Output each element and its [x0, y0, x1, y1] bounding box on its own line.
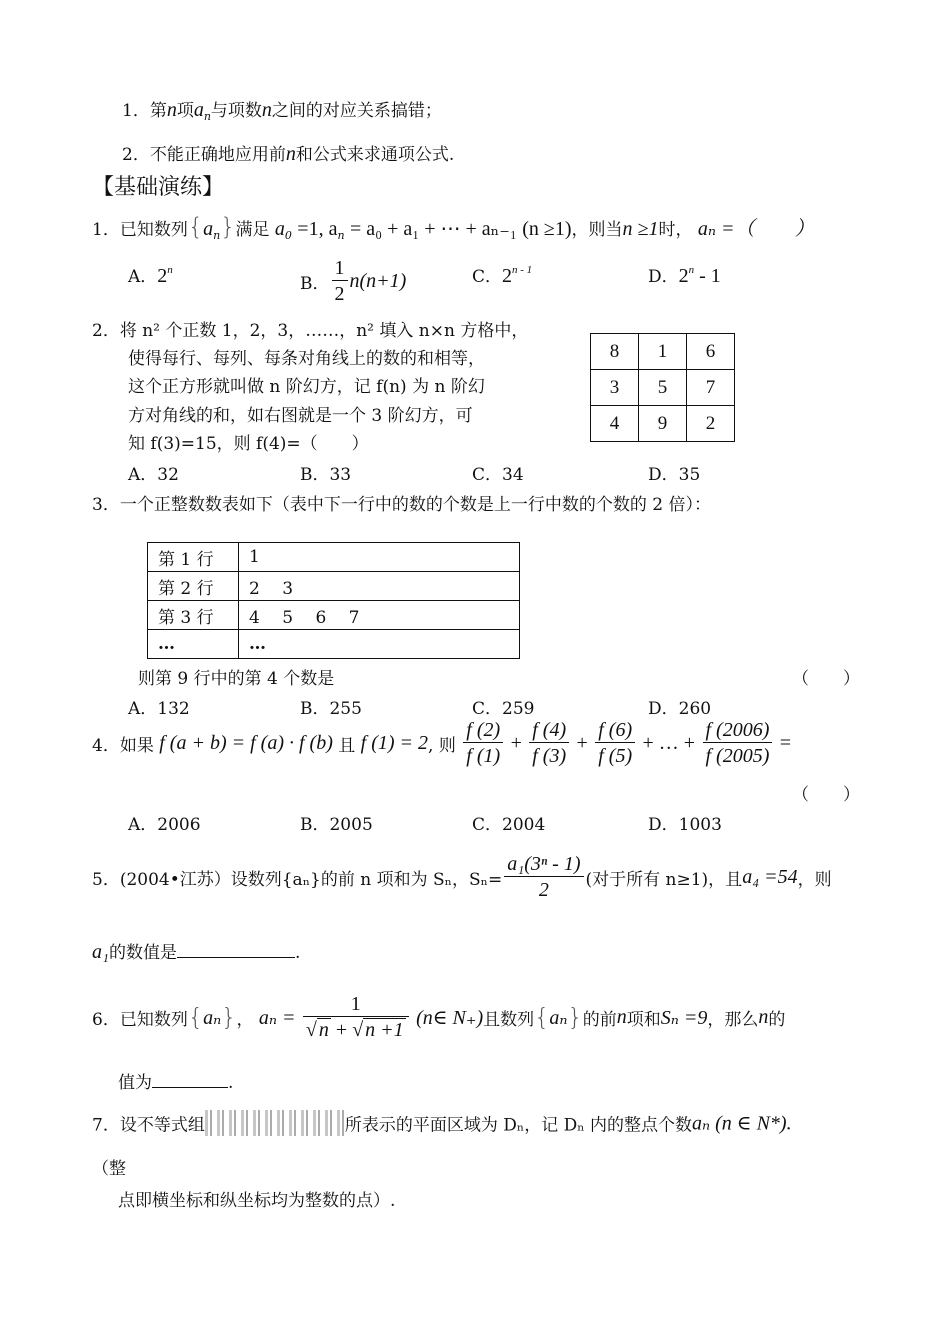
magic-cell: 8 [591, 334, 639, 370]
question-2-option-b: B．33 [300, 465, 352, 485]
question-3-option-c: C．259 [472, 699, 535, 719]
answer-blank[interactable] [152, 1071, 228, 1088]
magic-cell: 3 [591, 370, 639, 406]
question-3-paren: （ ） [792, 669, 860, 689]
table-row: … … [148, 630, 520, 659]
question-6-line-2: 值为 . [118, 1073, 234, 1093]
question-2-option-c: C．34 [472, 465, 524, 485]
magic-cell: 4 [591, 406, 639, 442]
magic-cell: 5 [639, 370, 687, 406]
question-4-option-c: C．2004 [472, 815, 546, 835]
note-1: 1．第n项$a_n$与项数n之间的对应关系搞错； [122, 99, 442, 123]
answer-blank[interactable] [177, 941, 295, 958]
question-4-option-b: B．2005 [300, 815, 373, 835]
question-2-line-3: 这个正方形就叫做 n 阶幻方，记 f(n) 为 n 阶幻 [128, 377, 485, 397]
magic-cell: 2 [687, 406, 735, 442]
question-7-stem: 7．设不等式组 所表示的平面区域为 Dₙ，记 Dₙ 内的整点个数aₙ (n ∈ N*). [92, 1110, 792, 1136]
question-4-option-d: D．1003 [648, 815, 722, 835]
brace-left-icon: { [187, 1003, 204, 1032]
table-row: 第 1 行 1 [148, 543, 520, 572]
question-5-stem: 5．(2004•江苏）设数列{aₙ}的前 n 项和为 Sₙ，Sₙ= $\frac{\text{a₁(3ⁿ - 1)}}{2}$ (对于所有 n≥1)，且a₄ =54，则 [92, 853, 832, 901]
magic-cell: 7 [687, 370, 735, 406]
question-2-line-1: 2．将 n² 个正数 1，2，3，……，n² 填入 n×n 方格中， [92, 321, 529, 341]
question-1-option-a: A．2$^n$ [128, 264, 173, 287]
question-1-option-b: B． $\frac{1}{2}$ n(n+1) [300, 257, 407, 305]
magic-cell: 9 [639, 406, 687, 442]
question-1-stem: 1．已知数列$\{a_n\}$满足 $a_0 =1$, $a_n = a_0 + a_1$ + ⋯ + aₙ₋₁ (n ≥1)，则当n ≥1时， aₙ =（ ） [92, 213, 815, 242]
table-row: 第 2 行 2 3 [148, 572, 520, 601]
question-2-option-a: A．32 [128, 465, 179, 485]
question-6-stem: 6．已知数列{aₙ}， aₙ = $\frac{1}{√ n + √ n +1}$ (n∈ N₊)且数列{aₙ}的前n项和Sₙ =9，那么n的 [92, 993, 786, 1041]
question-3-question: 则第 9 行中的第 4 个数是 [138, 669, 335, 689]
magic-square [590, 333, 735, 442]
question-1-option-d: D．2$^n$ - 1 [648, 264, 721, 287]
number-table [147, 542, 520, 659]
sqrt-icon: √ [352, 1019, 364, 1041]
note-2: 2．不能正确地应用前n和公式来求通项公式. [122, 143, 455, 165]
brace-right-icon: } [221, 1003, 237, 1032]
brace-right-icon: } [220, 213, 236, 241]
inequality-system-image [205, 1110, 345, 1136]
question-7-line-2: （整 [92, 1159, 126, 1179]
question-3-stem: 3．一个正整数数表如下（表中下一行中的数的个数是上一行中数的个数的 2 倍）： [92, 495, 711, 515]
magic-cell: 6 [687, 334, 735, 370]
section-title: 【基础演练】 [92, 175, 225, 200]
question-3-option-b: B．255 [300, 699, 362, 719]
brace-left-icon: { [187, 213, 204, 241]
sqrt-icon: √ [305, 1019, 317, 1041]
question-5-line-2: a₁的数值是 . [92, 941, 301, 963]
question-4-paren: （ ） [792, 785, 860, 805]
question-3-option-a: A．132 [128, 699, 190, 719]
question-4-option-a: A．2006 [128, 815, 201, 835]
brace-right-icon: } [567, 1003, 583, 1032]
magic-cell: 1 [639, 334, 687, 370]
question-4-stem: 4．如果 f (a + b) = f (a) · f (b) 且 f (1) = 2, 则 $\frac{f (2)}{f (1)}$ + $\frac{f (4)}{f (3)}$ + $\frac{f (6)}{f (5)}$ + … + $\frac{f (2006)}{f (2005)}$ = [92, 719, 792, 767]
question-2-line-2: 使得每行、每列、每条对角线上的数的和相等， [128, 349, 485, 369]
question-1-option-c: C．2$^{n - 1}$ [472, 264, 533, 287]
question-2-line-4: 方对角线的和，如右图就是一个 3 阶幻方，可 [128, 406, 473, 426]
question-2-option-d: D．35 [648, 465, 701, 485]
question-3-option-d: D．260 [648, 699, 712, 719]
question-2-line-5: 知 f(3)=15，则 f(4)=（ ） [128, 434, 369, 454]
question-7-line-3: 点即横坐标和纵坐标均为整数的点）. [118, 1191, 396, 1211]
table-row: 第 3 行 4 5 6 7 [148, 601, 520, 630]
brace-left-icon: { [534, 1003, 550, 1032]
